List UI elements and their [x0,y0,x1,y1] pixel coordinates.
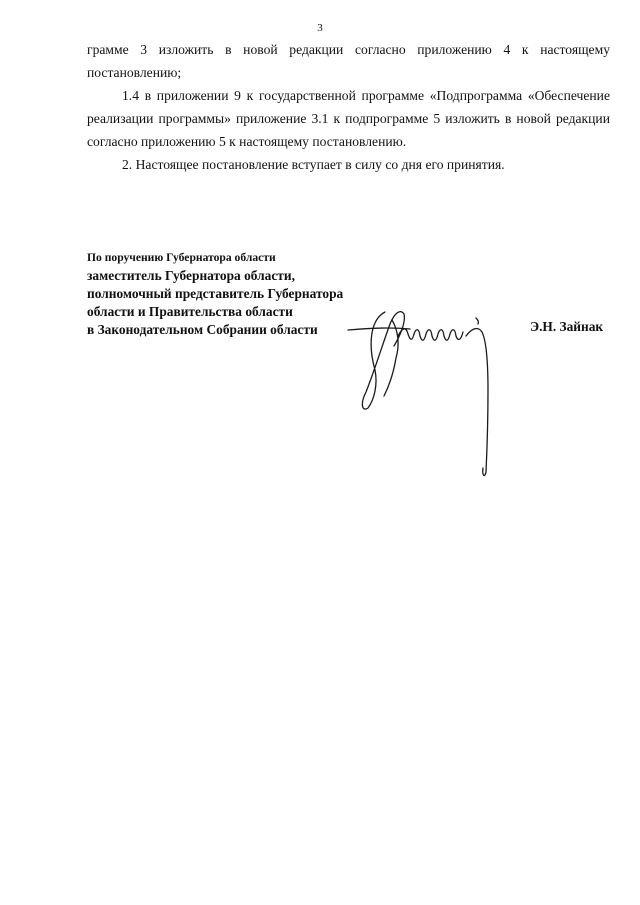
paragraph-item-1-4: 1.4 в приложении 9 к государственной программе «Подпрограмма «Обеспечение реализации программы» приложение 3.1 к подпрограмме 5 изложить в новой редакции согласно приложению 5 к настоящему постановлению. [87,88,610,149]
signer-title-line-2: полномочный представитель Губернатора [87,286,344,301]
signer-title-line-4: в Законодательном Собрании области [87,322,318,337]
paragraph-continuation: грамме 3 изложить в новой редакции согласно приложению 4 к настоящему постановлению; [87,42,610,80]
document-body [87,38,610,176]
paragraph-item-2: 2. Настоящее постановление вступает в силу со дня его принятия. [122,157,505,172]
signer-title-line-1: заместитель Губернатора области, [87,268,295,283]
signer-name: Э.Н. Зайнак [530,319,604,334]
page-number: 3 [317,22,323,34]
signer-title-line-3: области и Правительства области [87,304,293,319]
handwritten-signature [340,300,510,480]
on-behalf-line: По поручению Губернатора области [87,251,276,264]
